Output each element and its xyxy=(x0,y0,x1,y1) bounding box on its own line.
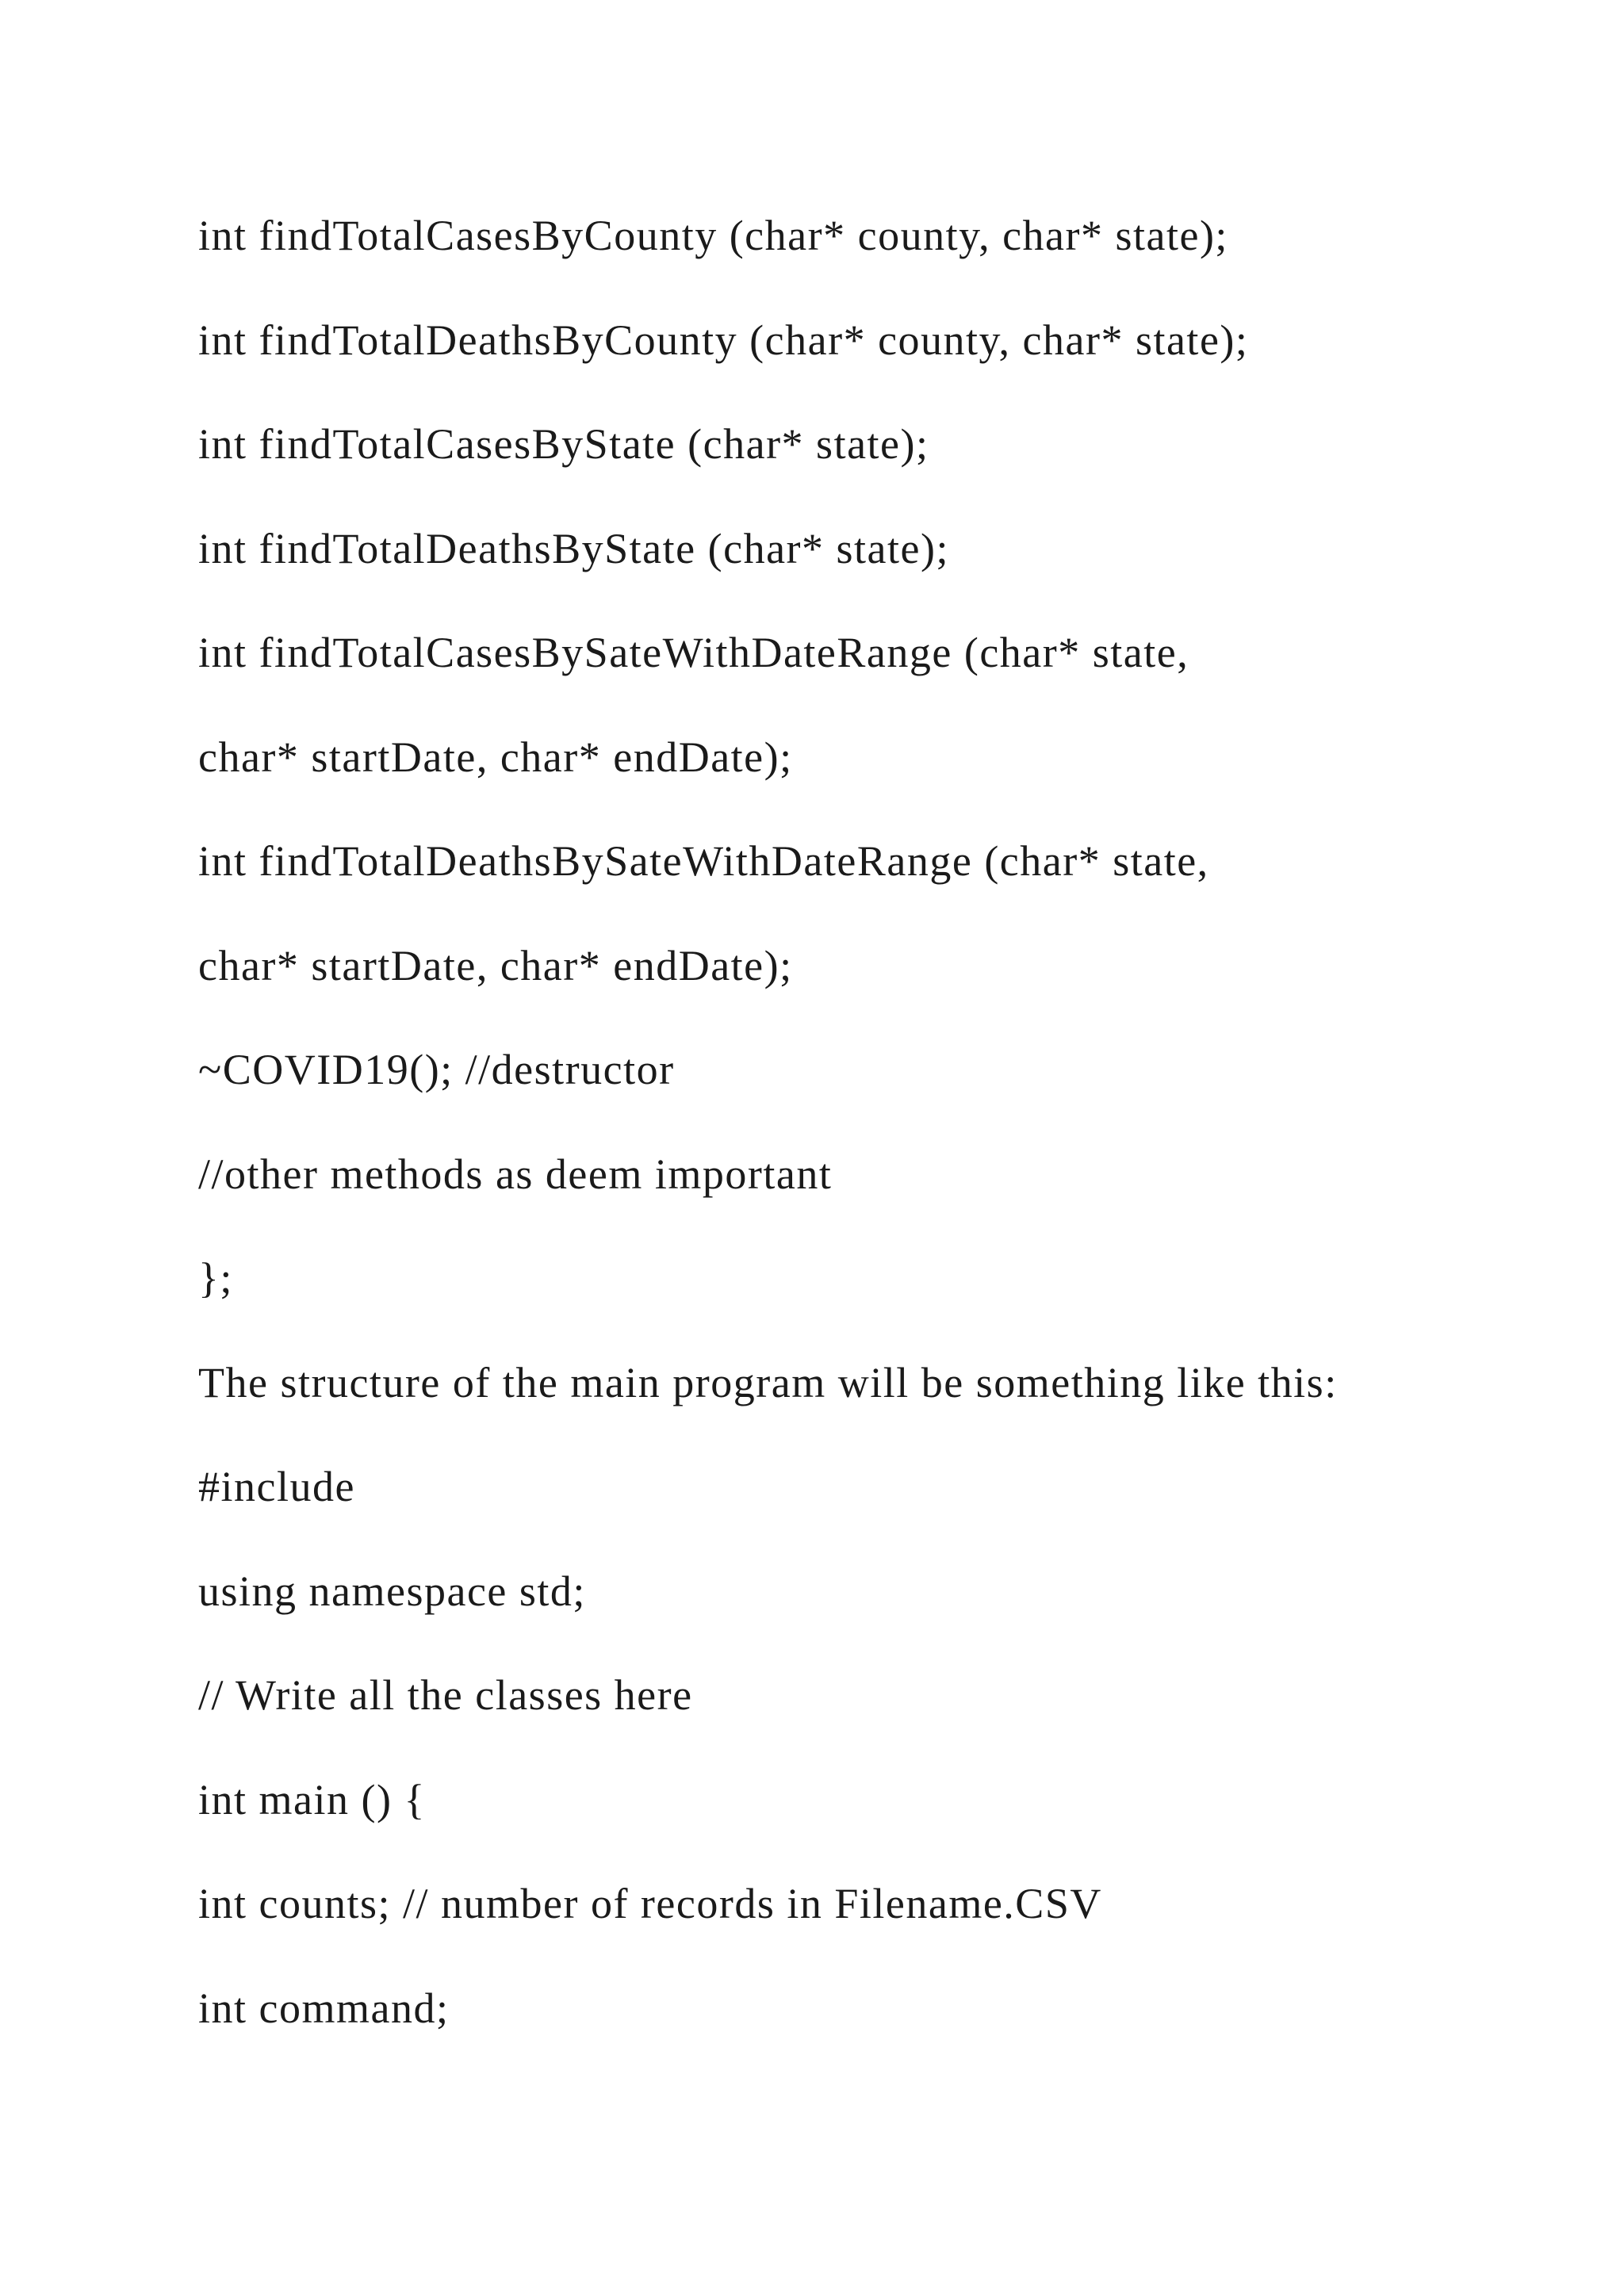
code-line-destructor: ~COVID19(); //destructor xyxy=(198,1046,675,1093)
code-line-find-total-cases-by-state: int findTotalCasesByState (char* state); xyxy=(198,420,929,468)
code-line-find-total-cases-by-county: int findTotalCasesByCounty (char* county, char* state); xyxy=(198,212,1228,259)
code-line-classes-comment: // Write all the classes here xyxy=(198,1671,693,1719)
code-line-find-total-deaths-by-county: int findTotalDeathsByCounty (char* county, char* state); xyxy=(198,316,1249,364)
code-line-main-open: int main () { xyxy=(198,1775,426,1823)
code-line-find-total-cases-by-state-date-range: int findTotalCasesBySateWithDateRange (char* state, xyxy=(198,629,1189,676)
code-line-find-total-deaths-by-state-date-range: int findTotalDeathsBySateWithDateRange (char* state, xyxy=(198,837,1209,885)
code-line-using-namespace: using namespace std; xyxy=(198,1567,586,1615)
prose-line-main-program-structure: The structure of the main program will be something like this: xyxy=(198,1358,1338,1406)
code-line-counts-declaration: int counts; // number of records in Filename.CSV xyxy=(198,1880,1102,1927)
code-line-deaths-date-range-params: char* startDate, char* endDate); xyxy=(198,941,793,989)
code-line-find-total-deaths-by-state: int findTotalDeathsByState (char* state); xyxy=(198,524,949,572)
document-body xyxy=(198,184,1546,2061)
code-line-class-close: }; xyxy=(198,1254,233,1302)
code-line-command-declaration: int command; xyxy=(198,1984,450,2032)
code-line-cases-date-range-params: char* startDate, char* endDate); xyxy=(198,733,793,781)
code-line-include: #include xyxy=(198,1463,355,1510)
code-line-other-methods-comment: //other methods as deem important xyxy=(198,1150,833,1198)
